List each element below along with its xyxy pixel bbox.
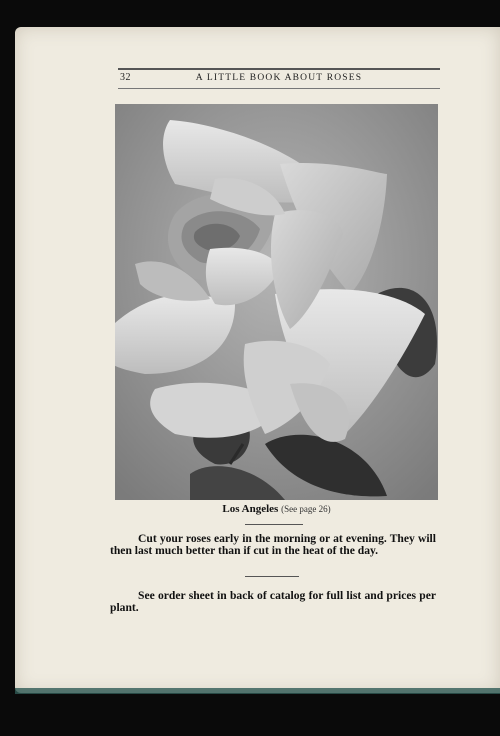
divider-2 — [245, 576, 299, 577]
photo-caption — [115, 503, 438, 515]
divider-1 — [245, 524, 303, 525]
caption-rose-name: Los Angeles — [222, 503, 279, 515]
paragraph-order-sheet: See order sheet in back of catalog for full list and prices per plant. — [110, 589, 436, 614]
page-edge — [15, 688, 500, 694]
rose-photograph — [115, 104, 438, 500]
header-rule-top — [118, 68, 440, 70]
running-head — [118, 66, 440, 92]
page-number: 32 — [120, 72, 131, 83]
header-rule-bottom — [118, 88, 440, 89]
book-title: A LITTLE BOOK ABOUT ROSES — [195, 73, 363, 83]
caption-page-reference: (See page 26) — [281, 504, 331, 514]
paragraph-cut-roses: Cut your roses early in the morning or at evening. They will then last much better than if cut in the heat of the day. — [110, 532, 436, 557]
rose-icon — [115, 104, 438, 500]
